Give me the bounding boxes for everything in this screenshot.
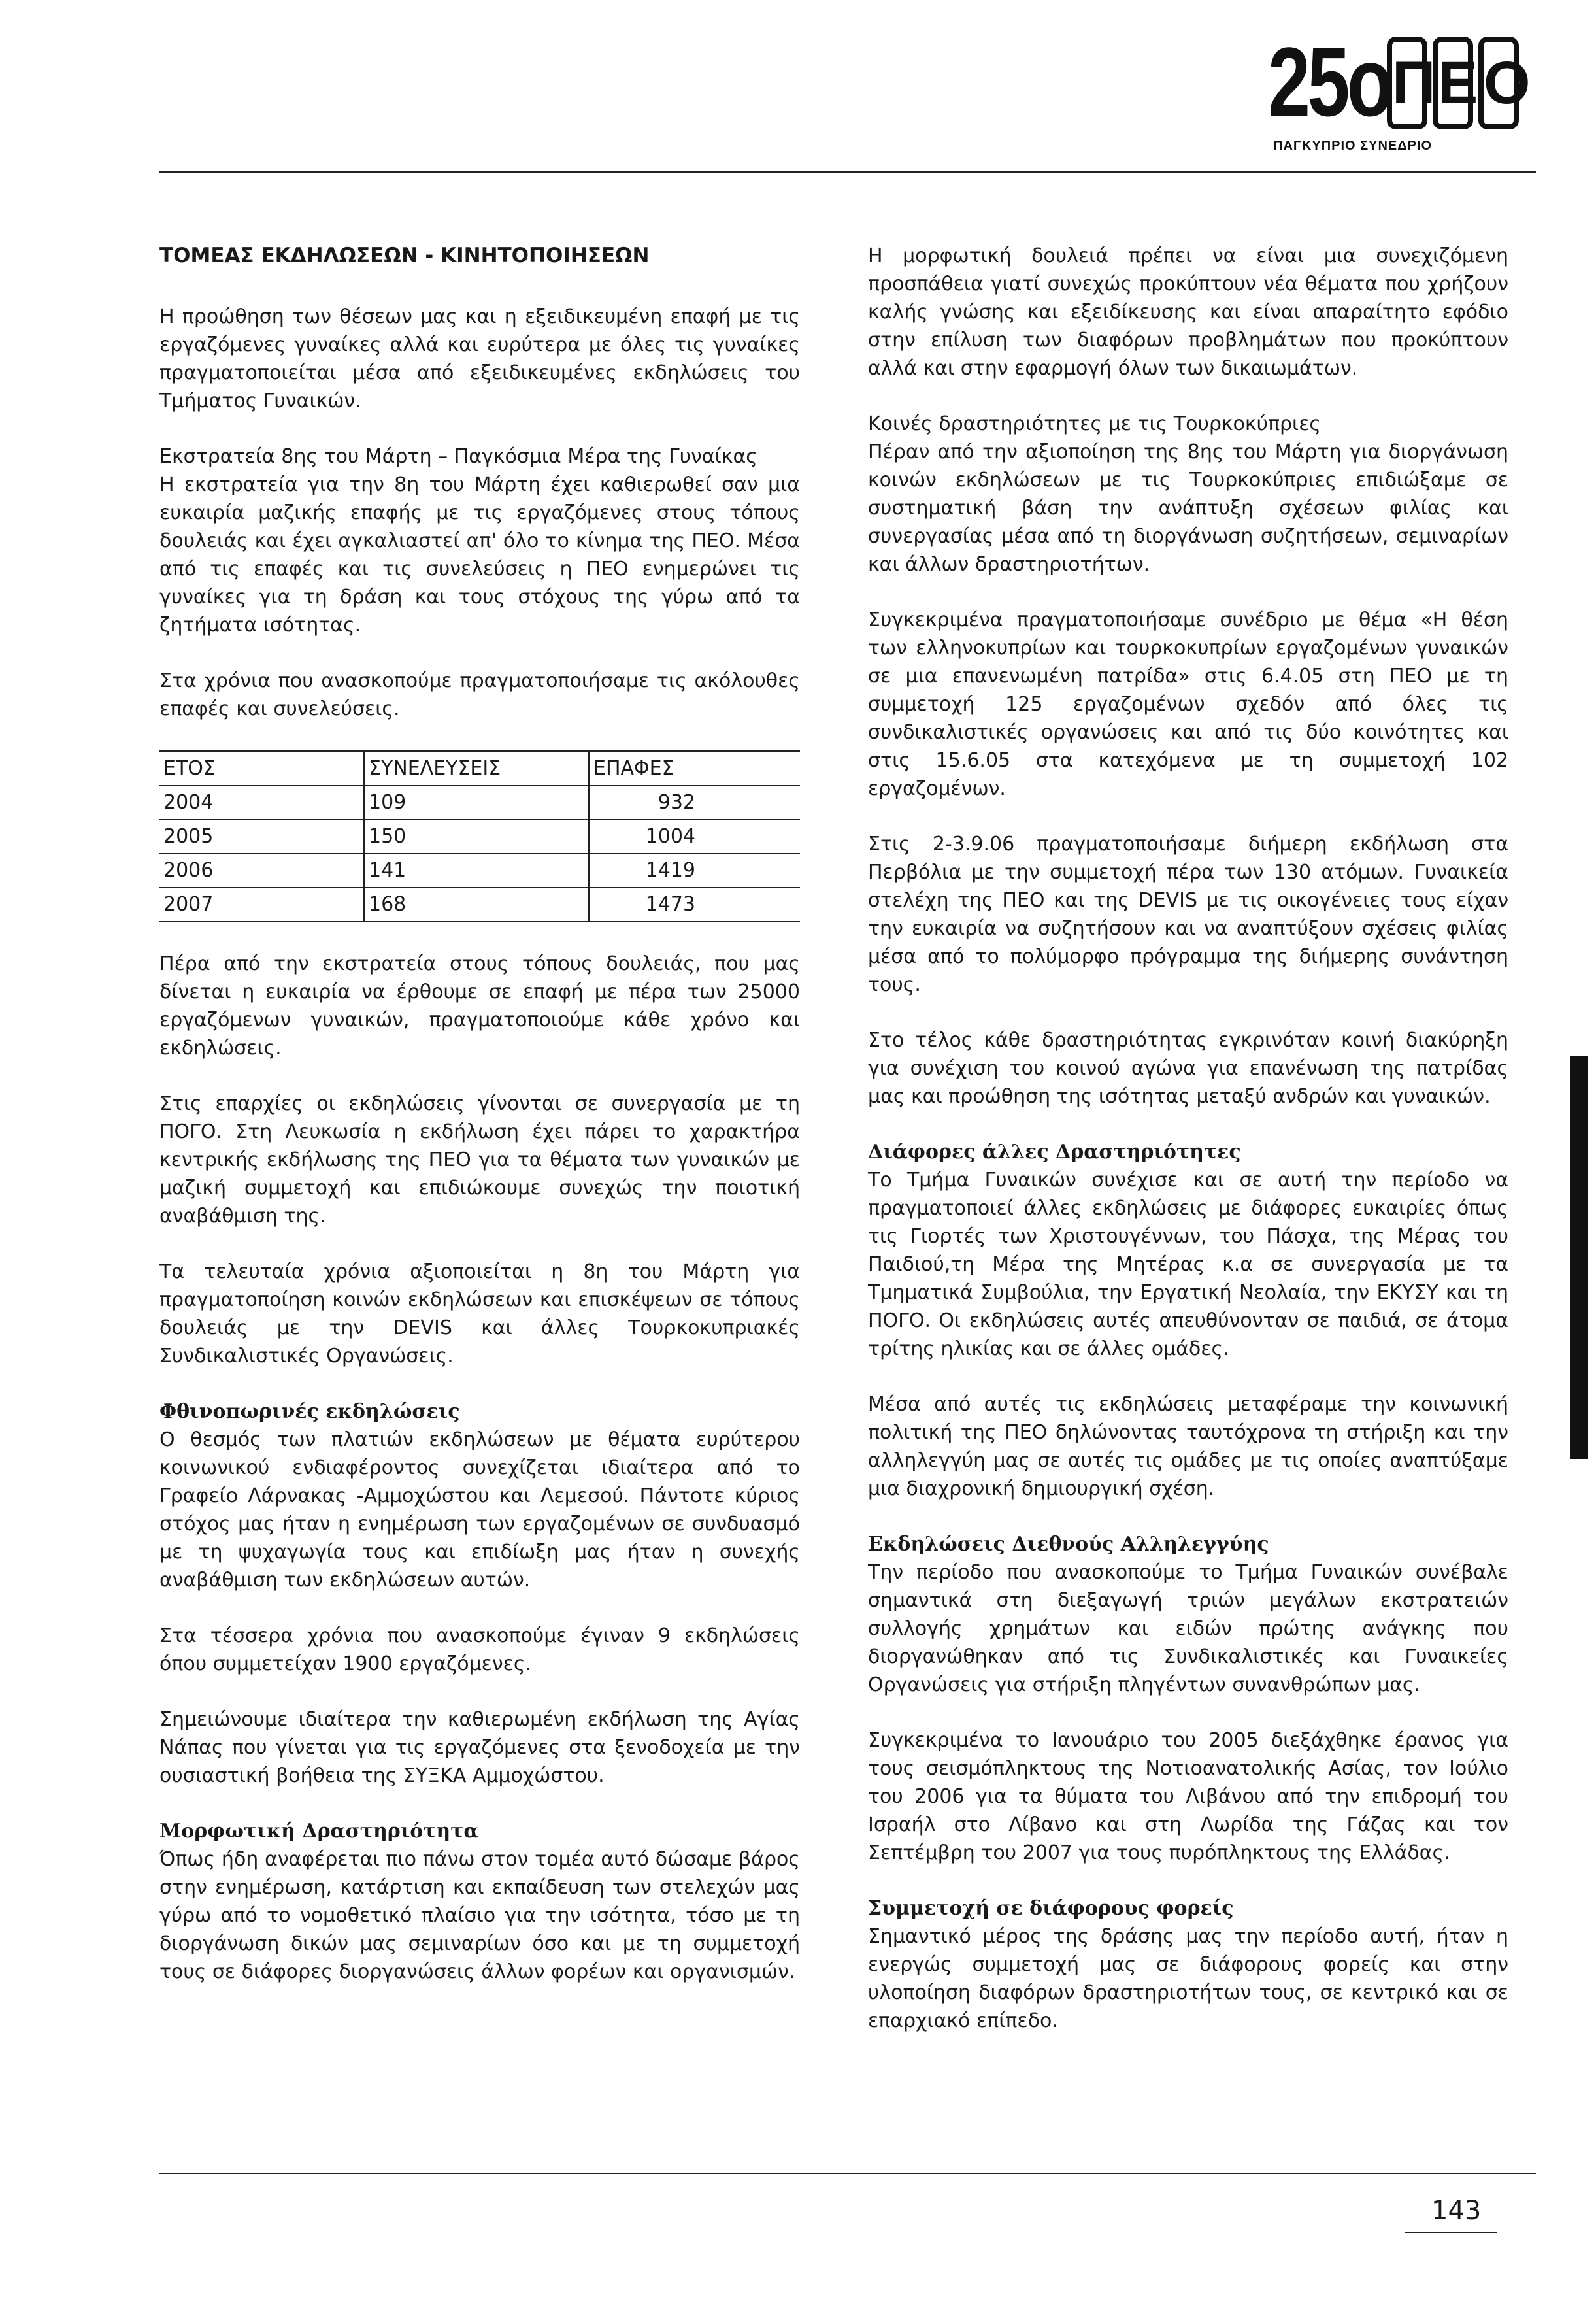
campaign-heading: Εκστρατεία 8ης του Μάρτη – Παγκόσμια Μέρα της Γυναίκας [159, 445, 757, 468]
page-number-underline [1405, 2232, 1497, 2233]
education-continued-paragraph: Η μορφωτική δουλειά πρέπει να είναι μια συνεχιζόμενη προσπάθεια γιατί συνεχώς προκύπτουν νέα θέματα που χρήζουν καλής γνώσης και εξειδίκευσης και είναι απαραίτητο εφόδιο στην επίλυση των διαφόρων προβλημάτων που προκύπτουν αλλά και στην εφαρμογή όλων των δικαιωμάτων. [868, 244, 1508, 380]
conference-paragraph: Συγκεκριμένα πραγματοποιήσαμε συνέδριο με θέμα «Η θέση των ελληνοκυπρίων και τουρκοκυπρίων εργαζομένων γυναικών σε μια επανενωμένη πατρίδα» στις 6.4.05 στη ΠΕΟ με τη συμμετοχή 125 εργαζομένων σχεδόν από όλες τις συνδικαλιστικές οργανώσεις και από τις δύο κοινότητες και στις 15.6.05 στα κατεχόμενα με τη συμμετοχή 102 εργαζομένων. [868, 609, 1508, 800]
cell-meetings: 109 [364, 786, 589, 820]
two-day-event-paragraph: Στις 2-3.9.06 πραγματοποιήσαμε διήμερη εκδήλωση στα Περβόλια με την συμμετοχή πέρα των 130 ατόμων. Γυναικεία στελέχη της ΠΕΟ και της DEVIS με τις οικογένειες τους είχαν την ευκαιρία να συζητήσουν και να αναπτύξουν σχέσεις φιλίας μέσα από το πολύμορφο πρόγραμμα της διήμερης συνάντηση τους. [868, 833, 1508, 996]
joint-activities-paragraph: Πέραν από την αξιοποίηση της 8ης του Μάρτη για διοργάνωση κοινών εκδηλώσεων με τις Τουρκοκύπριες επιδιώξαμε σε συστηματική βάση την ανάπτυξη σχέσεων φιλίας και συνεργασίας μέσα από τη διοργάνωση συζητήσεων, σεμιναρίων και άλλων δραστηριοτήτων. [868, 441, 1508, 576]
table-row [159, 888, 800, 922]
page-number: 143 [1431, 2196, 1482, 2226]
provinces-paragraph: Στις επαρχίες οι εκδηλώσεις γίνονται σε συνεργασία με τη ΠΟΓΟ. Στη Λευκωσία η εκδήλωση έχει πάρει το χαρακτήρα κεντρικής εκδήλωσης της ΠΕΟ για τα θέματα των γυναικών με μαζική συμμετοχή και επιδιώκουμε συνεχώς την ποιοτική αναβάθμιση της. [159, 1092, 800, 1228]
education-paragraph: Όπως ήδη αναφέρεται πιο πάνω στον τομέα αυτό δώσαμε βάρος στην ενημέρωση, κατάρτιση και εκπαίδευση των στελεχών μας γύρω από το νομοθετικό πλαίσιο για την ισότητα, τόσο με τη διοργάνωση δικών μας σεμιναρίων όσο και με τη συμμετοχή τους σε διάφορες διοργανώσεις άλλων φορέων και οργανισμών. [159, 1848, 800, 1983]
intro-paragraph: Η προώθηση των θέσεων μας και η εξειδικευμένη επαφή με τις εργαζόμενες γυναίκες αλλά και ευρύτερα με όλες τις γυναίκες πραγματοποιείται μέσα από εξειδικευμένες εκδηλώσεις του Τμήματος Γυναικών. [159, 305, 800, 412]
header-meetings: ΣΥΝΕΛΕΥΣΕΙΣ [364, 752, 589, 786]
autumn-events-paragraph: Ο θεσμός των πλατιών εκδηλώσεων με θέματα ευρύτερου κοινωνικού ενδιαφέροντος συνεχίζεται ιδιαίτερα από το Γραφείο Λάρνακας -Αμμοχώστου και Λεμεσού. Πάντοτε κύριος στόχος μας ήταν η ενημέρωση των εργαζομένων σε συνδυασμό με τη ψυχαγωγία τους και επιδίωξη μας ήταν η συνεχής αναβάθμιση των εκδηλώσεων αυτών. [159, 1428, 800, 1592]
logo-number: 25ο [1268, 27, 1391, 137]
autumn-events-title: Φθινοπωρινές εκδηλώσεις [159, 1400, 460, 1423]
campaign-paragraph: Η εκστρατεία για την 8η του Μάρτη έχει καθιερωθεί σαν μια ευκαιρία μαζικής επαφής με τις εργαζόμενες στους τόπους δουλειάς και έχει αγκαλιαστεί απ' όλο το κίνημα της ΠΕΟ. Μέσα από τις επαφές και τις συνελεύσεις η ΠΕΟ ενημερώνει τις γυναίκες για τη δράση και τους στόχους της γύρω από τα ζητήματα ισότητας. [159, 473, 800, 637]
logo-letter-p: Π [1387, 37, 1427, 129]
left-column [159, 242, 800, 1986]
cell-year: 2007 [163, 893, 214, 916]
cell-contacts: 932 [589, 786, 800, 820]
solidarity-title: Εκδηλώσεις Διεθνούς Αλληλεγγύης [868, 1533, 1269, 1556]
cell-meetings: 168 [364, 888, 589, 922]
after-table-paragraph: Πέρα από την εκστρατεία στους τόπους δουλειάς, που μας δίνεται η ευκαιρία να έρθουμε σε επαφή με πέρα των 25000 εργαζόμενων γυναικών, πραγματοποιούμε κάθε χρόνο και εκδηλώσεις. [159, 952, 800, 1060]
table-header-row [159, 752, 800, 786]
peo-congress-logo [1268, 27, 1536, 163]
cell-meetings: 141 [364, 854, 589, 888]
education-title: Μορφωτική Δραστηριότητα [159, 1820, 479, 1843]
table-row [159, 854, 800, 888]
cell-contacts: 1473 [589, 888, 800, 922]
logo-subtitle: ΠΑΓΚΥΠΡΙΟ ΣΥΝΕΔΡΙΟ [1273, 139, 1433, 153]
solidarity-paragraph: Την περίοδο που ανασκοπούμε το Τμήμα Γυναικών συνέβαλε σημαντικά στη διεξαγωγή τριών μεγάλων εκστρατειών συλλογής χρημάτων και ειδών πρώτης ανάγκης που διοργανώθηκαν από τις Συνδικαλιστικές και Γυναικείες Οργανώσεις για στήριξη πληγέντων συνανθρώπων μας. [868, 1561, 1508, 1696]
header-contacts: ΕΠΑΦΕΣ [589, 752, 800, 786]
logo-letter-e: Ε [1433, 37, 1473, 129]
cell-year: 2006 [163, 859, 214, 882]
declaration-paragraph: Στο τέλος κάθε δραστηριότητας εγκρινόταν κοινή διακύρηξη για συνέχιση του κοινού αγώνα για επανένωση της πατρίδας μας και προώθηση της ισότητας μεταξύ ανδρών και γυναικών. [868, 1029, 1508, 1108]
cell-year: 2004 [163, 791, 214, 814]
header-rule [159, 171, 1536, 173]
ayia-napa-paragraph: Σημειώνουμε ιδιαίτερα την καθιερωμένη εκδήλωση της Αγίας Νάπας που γίνεται για τις εργαζόμενες στα ξενοδοχεία με την ουσιαστική βοήθεια της ΣΥΞΚΑ Αμμοχώστου. [159, 1708, 800, 1787]
meetings-contacts-table [159, 750, 800, 922]
cell-meetings: 150 [364, 820, 589, 854]
footer-rule [159, 2173, 1536, 2174]
cell-contacts: 1419 [589, 854, 800, 888]
cell-contacts: 1004 [589, 820, 800, 854]
cell-year: 2005 [163, 825, 214, 848]
header-year: ΕΤΟΣ [163, 757, 216, 780]
joint-activities-heading: Κοινές δραστηριότητες με τις Τουρκοκύπριες [868, 412, 1322, 435]
section-title: ΤΟΜΕΑΣ ΕΚΔΗΛΩΣΕΩΝ - ΚΙΝΗΤΟΠΟΙΗΣΕΩΝ [159, 244, 650, 267]
table-intro-paragraph: Στα χρόνια που ανασκοπούμε πραγματοποιήσαμε τις ακόλουθες επαφές και συνελεύσεις. [159, 669, 800, 720]
table-row [159, 786, 800, 820]
social-policy-paragraph: Μέσα από αυτές τις εκδηλώσεις μεταφέραμε την κοινωνική πολιτική της ΠΕΟ δηλώνοντας ταυτόχρονα τη στήριξη και την αλληλεγγύη μας σε αυτές τις ομάδες με τις οποίες αναπτύξαμε μια διαχρονική δημιουργική σχέση. [868, 1393, 1508, 1500]
bodies-participation-paragraph: Σημαντικό μέρος της δράσης μας την περίοδο αυτή, ήταν η ενεργώς συμμετοχή μας σε διάφορους φορείς και στην υλοποίηση διαφόρων δραστηριοτήτων τους, σε κεντρικό και σε επαρχιακό επίπεδο. [868, 1925, 1508, 2032]
recent-years-paragraph: Τα τελευταία χρόνια αξιοποιείται η 8η του Μάρτη για πραγματοποίηση κοινών εκδηλώσεων και επισκέψεων σε τόπους δουλειάς με την DEVIS και άλλες Τουρκοκυπριακές Συνδικαλιστικές Οργανώσεις. [159, 1260, 800, 1367]
logo-word [1387, 37, 1531, 129]
table-row [159, 820, 800, 854]
various-activities-title: Διάφορες άλλες Δραστηριότητες [868, 1141, 1241, 1164]
fundraising-paragraph: Συγκεκριμένα το Ιανουάριο του 2005 διεξάχθηκε έρανος για τους σεισμόπληκτους της Νοτιοανατολικής Ασίας, τον Ιούλιο του 2006 για τα θύματα του Λιβάνου από την επιδρομή του Ισραήλ στο Λίβανο και στη Λωρίδα της Γάζας και τον Σεπτέμβρη του 2007 για τους πυρόπληκτους της Ελλάδας. [868, 1729, 1508, 1864]
bodies-participation-title: Συμμετοχή σε διάφορους φορείς [868, 1897, 1234, 1920]
four-years-paragraph: Στα τέσσερα χρόνια που ανασκοπούμε έγιναν 9 εκδηλώσεις όπου συμμετείχαν 1900 εργαζόμενες. [159, 1624, 800, 1675]
various-activities-paragraph: Το Τμήμα Γυναικών συνέχισε και σε αυτή την περίοδο να πραγματοποιεί άλλες εκδηλώσεις με διάφορες ευκαιρίες όπως τις Γιορτές των Χριστουγέννων, του Πάσχα, της Μέρας του Παιδιού,τη Μέρα της Μητέρας κ.α σε συνεργασία με τα Τμηματικά Συμβούλια, την Εργατική Νεολαία, την ΕΚΥΣΥ και τη ΠΟΓΟ. Οι εκδηλώσεις αυτές απευθύνονταν σε παιδιά, σε άτομα τρίτης ηλικίας και σε άλλες ομάδες. [868, 1169, 1508, 1360]
side-margin-marker [1570, 1056, 1588, 1459]
logo-letter-o: Ο [1478, 37, 1519, 129]
right-column [868, 242, 1508, 2035]
